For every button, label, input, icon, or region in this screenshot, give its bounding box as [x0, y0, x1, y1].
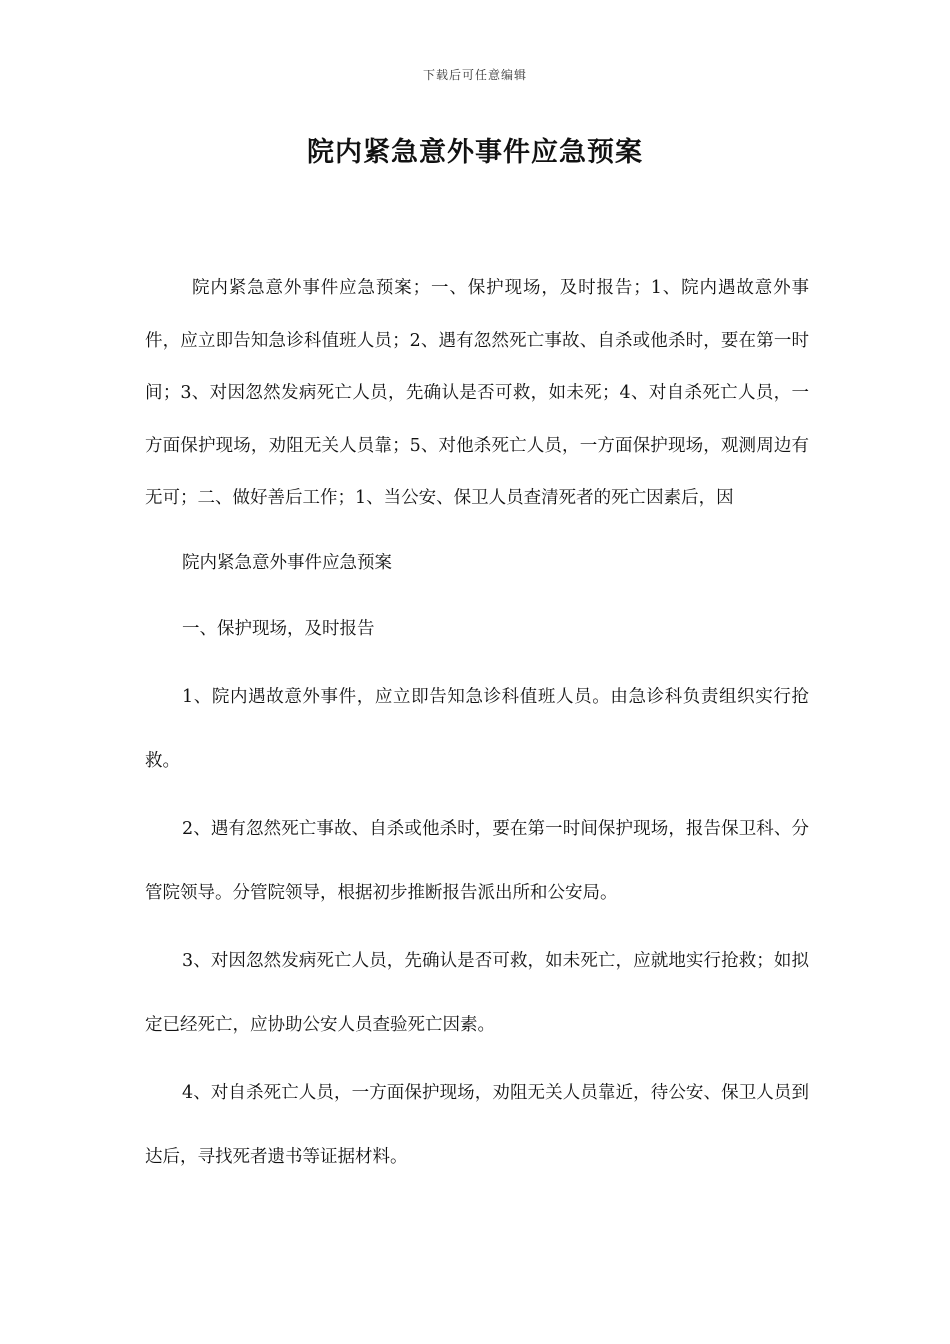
- paragraph-item-2: 2、遇有忽然死亡事故、自杀或他杀时，要在第一时间保护现场，报告保卫科、分管院领导。分管院领导，根据初步推断报告派出所和公安局。: [145, 818, 809, 903]
- paragraph-item-1: 1、院内遇故意外事件，应立即告知急诊科值班人员。由急诊科负责组织实行抢救。: [145, 686, 809, 771]
- paragraph-item-3: 3、对因忽然发病死亡人员，先确认是否可救，如未死亡，应就地实行抢救；如拟定已经死亡，应协助公安人员查验死亡因素。: [145, 950, 809, 1035]
- header-note: 下载后可任意编辑: [422, 68, 527, 82]
- document-body: [145, 262, 809, 1189]
- section-title-paragraph: 院内紧急意外事件应急预案: [182, 552, 392, 573]
- paragraph-item-4: 4、对自杀死亡人员，一方面保护现场，劝阻无关人员靠近，待公安、保卫人员到达后，寻找死者遗书等证据材料。: [145, 1082, 809, 1167]
- section-heading-protect-scene: 一、保护现场，及时报告: [182, 618, 375, 639]
- document-title: 院内紧急意外事件应急预案: [307, 137, 643, 168]
- summary-paragraph: 院内紧急意外事件应急预案；一、保护现场，及时报告；1、院内遇故意外事件，应立即告知急诊科值班人员；2、遇有忽然死亡事故、自杀或他杀时，要在第一时间；3、对因忽然发病死亡人员，先确认是否可救，如未死；4、对自杀死亡人员，一方面保护现场，劝阻无关人员靠；5、对他杀死亡人员，一方面保护现场，观测周边有无可；二、做好善后工作；1、当公安、保卫人员查清死者的死亡因素后，因: [145, 278, 809, 508]
